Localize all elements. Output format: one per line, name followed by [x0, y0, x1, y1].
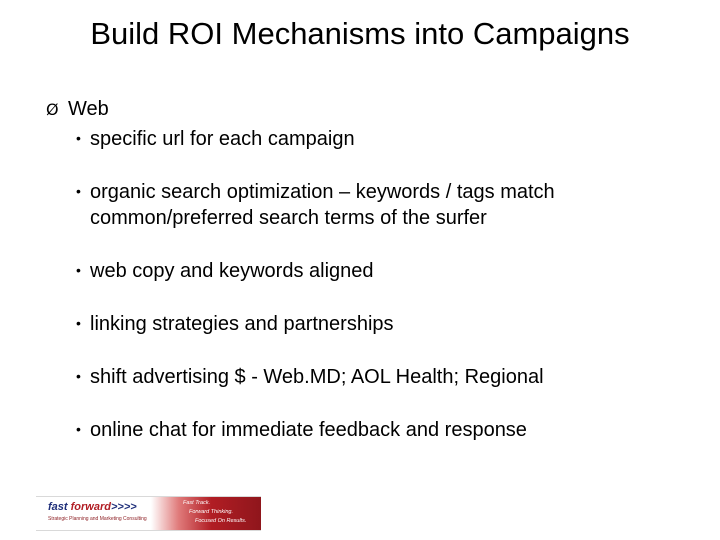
section-label: Web	[68, 98, 109, 120]
bullet-text: online chat for immediate feedback and response	[90, 419, 527, 441]
bullet-text-continuation: common/preferred search terms of the surfer	[90, 207, 487, 229]
logo-brand	[48, 501, 137, 513]
bullet-dot-icon: •	[76, 368, 81, 384]
bullet-item	[76, 310, 394, 337]
bullet-text: linking strategies and partnerships	[90, 313, 394, 335]
bullet-item	[76, 363, 544, 390]
arrow-bullet-icon: Ø	[46, 100, 59, 119]
logo-tagline-1: Fast Track.	[183, 500, 211, 506]
bullet-dot-icon: •	[76, 315, 81, 331]
logo-tagline-3: Focused On Results.	[195, 518, 247, 524]
bullet-item	[76, 178, 555, 231]
bullet-dot-icon: •	[76, 183, 81, 199]
section-web	[46, 96, 109, 123]
bullet-dot-icon: •	[76, 130, 81, 146]
bullet-text: web copy and keywords aligned	[90, 260, 374, 282]
logo-wordmark	[36, 497, 151, 530]
logo-tagline-2: Forward Thinking.	[189, 509, 234, 515]
company-logo	[36, 496, 261, 531]
bullet-text: shift advertising $ - Web.MD; AOL Health; Regional	[90, 366, 544, 388]
bullet-text: organic search optimization – keywords / tags match	[90, 181, 555, 203]
logo-brand-fast: fast	[48, 501, 71, 513]
bullet-item	[76, 416, 527, 443]
bullet-item	[76, 257, 374, 284]
logo-brand-forward: forward	[70, 501, 111, 513]
slide-title: Build ROI Mechanisms into Campaigns	[90, 16, 630, 51]
bullet-dot-icon: •	[76, 421, 81, 437]
logo-arrows: >>>>	[110, 501, 137, 513]
logo-tagline-panel	[151, 497, 261, 530]
bullet-item	[76, 125, 355, 152]
bullet-dot-icon: •	[76, 262, 81, 278]
logo-subtitle: Strategic Planning and Marketing Consulting	[48, 516, 147, 522]
bullet-text: specific url for each campaign	[90, 128, 355, 150]
